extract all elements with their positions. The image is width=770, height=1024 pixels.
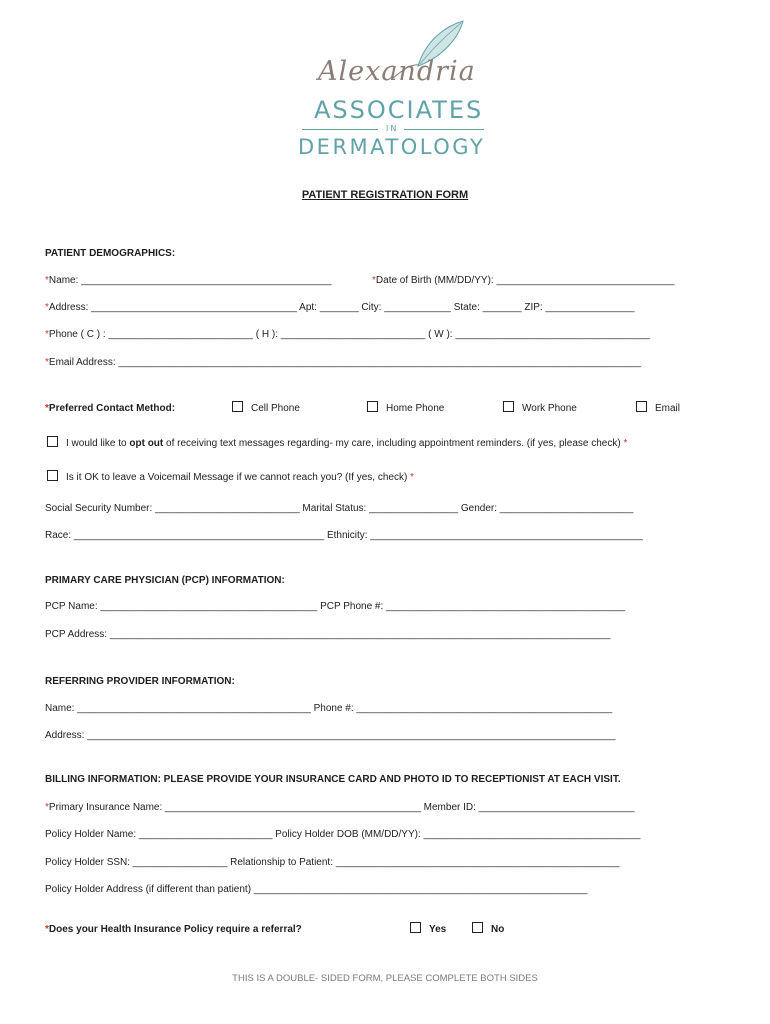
required-asterisk: * (45, 924, 49, 935)
required-asterisk: * (45, 275, 49, 286)
preferred-contact-label: *Preferred Contact Method: (45, 403, 176, 414)
referring-heading: REFERRING PROVIDER INFORMATION: (45, 676, 235, 687)
required-asterisk: * (623, 438, 628, 449)
phone-label: Phone ( C ) : __________________________ ( H ): __________________________ ( W ): ___________________________________ (48, 329, 650, 340)
email-field[interactable] (45, 357, 641, 368)
option-label: Cell Phone (251, 403, 300, 414)
contact-option-email[interactable] (636, 401, 680, 414)
contact-option-home[interactable] (367, 401, 444, 414)
logo-associates: ASSOCIATES (314, 96, 484, 124)
dob-label: Date of Birth (MM/DD/YY): ________________________________ (375, 275, 675, 286)
optout-text-pre: I would like to (66, 438, 130, 449)
address-field[interactable] (45, 302, 634, 313)
footer-note: THIS IS A DOUBLE- SIDED FORM, PLEASE COMPLETE BOTH SIDES (232, 973, 538, 984)
option-label: Yes (429, 924, 447, 935)
ssn-marital-gender-line[interactable]: Social Security Number: __________________________ Marital Status: ________________ Gender: ________________________ (45, 503, 634, 514)
email-label: Email Address: ______________________________________________________________________________________________ (48, 357, 642, 368)
referral-question: *Does your Health Insurance Policy require a referral? (45, 924, 302, 935)
checkbox[interactable] (47, 470, 58, 481)
optout-text-bold: opt out (129, 438, 164, 449)
referring-name-line[interactable]: Name: __________________________________________ Phone #: ______________________________________________ (45, 703, 613, 714)
option-label: Work Phone (522, 403, 577, 414)
checkbox[interactable] (367, 401, 378, 412)
checkbox[interactable] (503, 401, 514, 412)
optout-row[interactable] (47, 436, 627, 449)
optout-text-post: of receiving text messages regarding- my care, including appointment reminders. (if yes, please check) (163, 438, 624, 449)
option-label: Email (655, 403, 681, 414)
required-asterisk: * (45, 329, 49, 340)
checkbox[interactable] (47, 436, 58, 447)
name-field[interactable] (45, 275, 331, 286)
logo-script-text: Alexandria (318, 56, 476, 87)
referral-no-option[interactable] (472, 922, 504, 935)
billing-heading: BILLING INFORMATION: PLEASE PROVIDE YOUR INSURANCE CARD AND PHOTO ID TO RECEPTIONIST AT EACH VISIT. (45, 774, 621, 785)
phone-field[interactable] (45, 329, 650, 340)
contact-option-cell[interactable] (232, 401, 300, 414)
checkbox[interactable] (232, 401, 243, 412)
name-label: Name: _____________________________________________ (48, 275, 332, 286)
option-label: Home Phone (386, 403, 445, 414)
primary-insurance-line[interactable] (45, 802, 634, 813)
logo-divider-left (302, 129, 378, 130)
required-asterisk: * (45, 403, 49, 414)
practice-logo (298, 18, 488, 158)
logo-dermatology: DERMATOLOGY (298, 135, 486, 159)
pcp-name-line[interactable]: PCP Name: _______________________________________ PCP Phone #: ___________________________________________ (45, 601, 626, 612)
logo-divider-right (404, 129, 484, 130)
address-label: Address: _____________________________________ Apt: _______ City: ____________ State: _______ ZIP: ________________ (48, 302, 635, 313)
required-asterisk: * (372, 275, 376, 286)
voicemail-text: Is it OK to leave a Voicemail Message if we cannot reach you? (If yes, check) (66, 472, 411, 483)
required-asterisk: * (45, 802, 49, 813)
checkbox[interactable] (410, 922, 421, 933)
referral-yes-option[interactable] (410, 922, 446, 935)
dob-field[interactable] (372, 275, 674, 286)
required-asterisk: * (410, 472, 414, 483)
required-asterisk: * (45, 357, 49, 368)
primary-insurance-label: Primary Insurance Name: ______________________________________________ Member ID: ____________________________ (48, 802, 635, 813)
required-asterisk: * (45, 302, 49, 313)
checkbox[interactable] (636, 401, 647, 412)
policy-holder-ssn-line[interactable]: Policy Holder SSN: _________________ Relationship to Patient: ___________________________________________________ (45, 857, 620, 868)
checkbox[interactable] (472, 922, 483, 933)
logo-in: IN (386, 124, 399, 133)
demographics-heading: PATIENT DEMOGRAPHICS: (45, 248, 176, 259)
policy-holder-address-line[interactable]: Policy Holder Address (if different than patient) ____________________________________________________________ (45, 884, 588, 895)
referring-address-line[interactable]: Address: _______________________________________________________________________________________________ (45, 730, 616, 741)
pcp-address-line[interactable]: PCP Address: __________________________________________________________________________________________ (45, 629, 611, 640)
race-ethnicity-line[interactable]: Race: _____________________________________________ Ethnicity: _________________________________________________ (45, 530, 643, 541)
pcp-heading: PRIMARY CARE PHYSICIAN (PCP) INFORMATION: (45, 575, 285, 586)
form-title: PATIENT REGISTRATION FORM (301, 189, 469, 201)
policy-holder-line[interactable]: Policy Holder Name: ________________________ Policy Holder DOB (MM/DD/YY): _______________________________________ (45, 829, 641, 840)
option-label: No (491, 924, 505, 935)
contact-option-work[interactable] (503, 401, 577, 414)
voicemail-row[interactable] (47, 470, 414, 483)
